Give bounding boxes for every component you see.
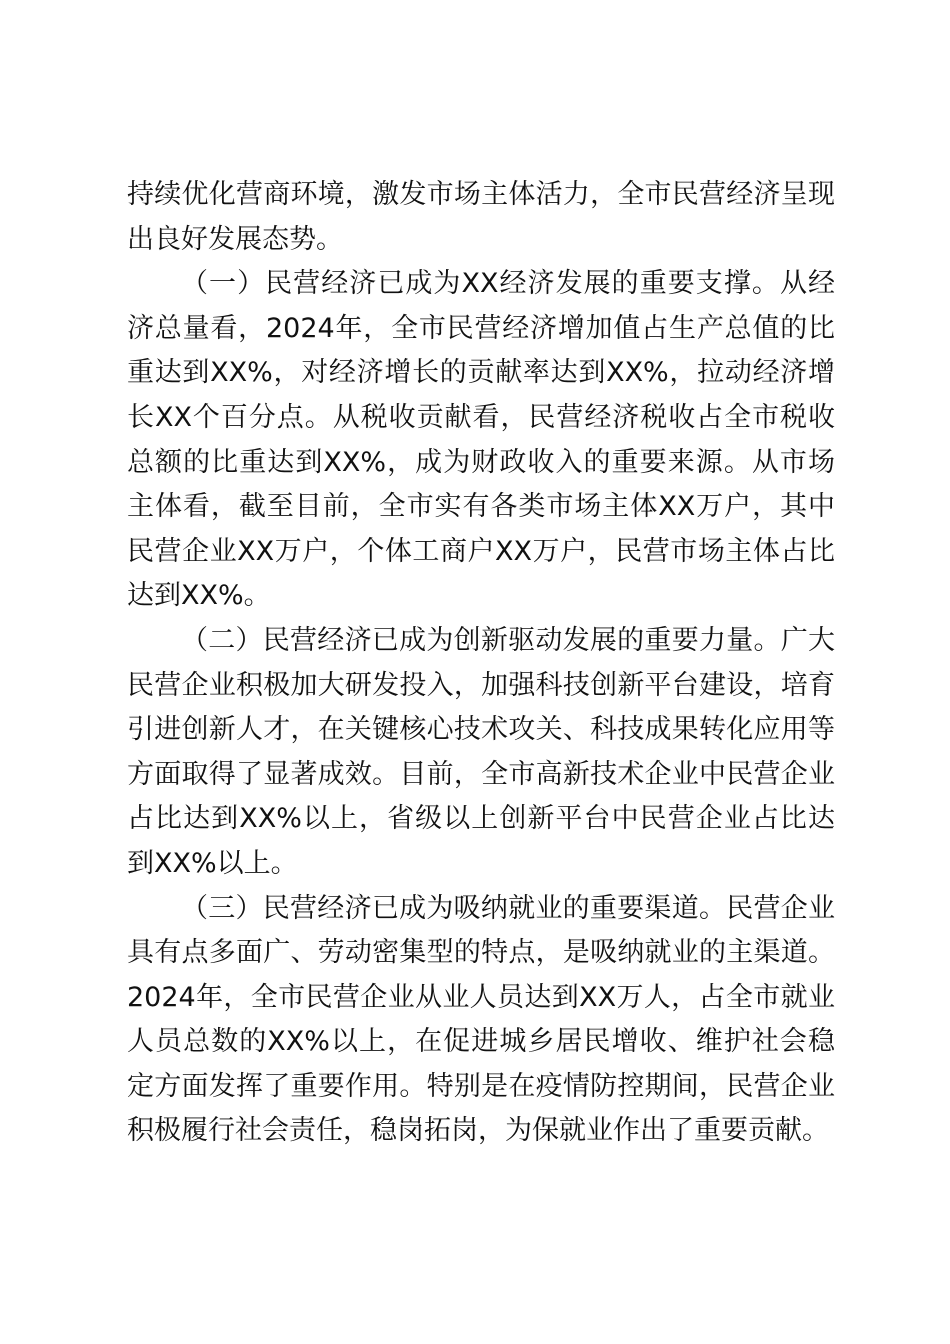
paragraph-intro: 持续优化营商环境，激发市场主体活力，全市民营经济呈现出良好发展态势。 <box>127 179 835 255</box>
paragraph-section-3: （三）民营经济已成为吸纳就业的重要渠道。民营企业具有点多面广、劳动密集型的特点，是吸纳就业的主渠道。2024年，全市民营企业从业人员达到XX万人，占全市就业人员总数的XX%以上，在促进城乡居民增收、维护社会稳定方面发挥了重要作用。特别是在疫情防控期间，民营企业积极履行社会责任，稳岗拓岗，为保就业作出了重要贡献。 <box>127 892 835 1147</box>
paragraph-section-2: （二）民营经济已成为创新驱动发展的重要力量。广大民营企业积极加大研发投入，加强科技创新平台建设，培育引进创新人才，在关键核心技术攻关、科技成果转化应用等方面取得了显著成效。目前，全市高新技术企业中民营企业占比达到XX%以上，省级以上创新平台中民营企业占比达到XX%以上。 <box>127 624 835 879</box>
document-body <box>127 173 835 1154</box>
paragraph-section-1: （一）民营经济已成为XX经济发展的重要支撑。从经济总量看，2024年，全市民营经济增加值占生产总值的比重达到XX%，对经济增长的贡献率达到XX%，拉动经济增长XX个百分点。从税收贡献看，民营经济税收占全市税收总额的比重达到XX%，成为财政收入的重要来源。从市场主体看，截至目前，全市实有各类市场主体XX万户，其中民营企业XX万户，个体工商户XX万户，民营市场主体占比达到XX%。 <box>127 268 835 612</box>
